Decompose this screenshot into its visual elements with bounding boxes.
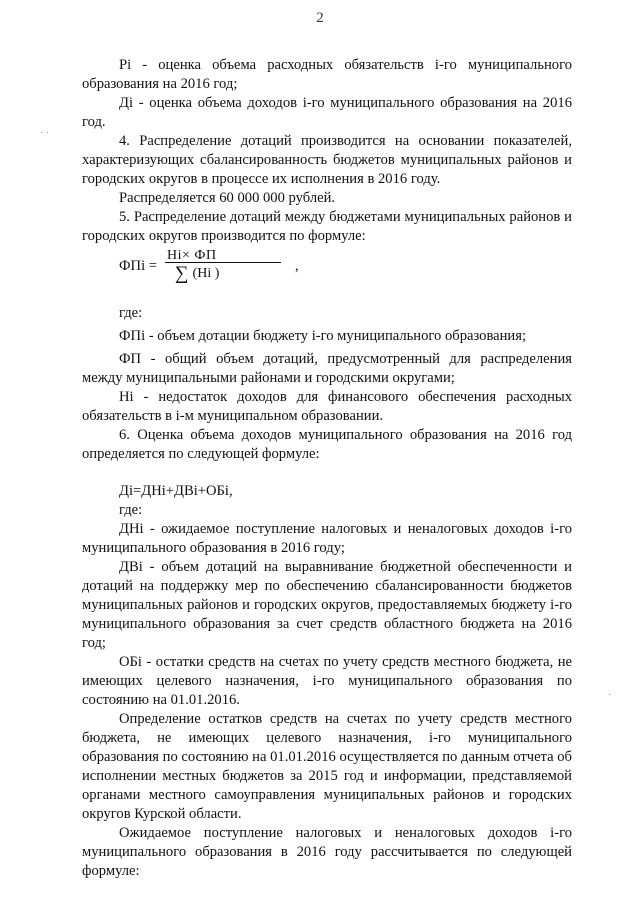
definition-pi: Pi - оценка объема расходных обязательств i-го муниципального образования на 2016 год;: [82, 57, 572, 92]
formula-numerator: Hi× ФП: [167, 248, 217, 263]
expected-revenue-intro: Ожидаемое поступление налоговых и неналоговых доходов i-го муниципального образования в 2016 году рассчитывается по следующей формуле:: [82, 825, 572, 879]
where-label-2: где:: [119, 502, 143, 518]
definition-dn: ДНi - ожидаемое поступление налоговых и неналоговых доходов i-го муниципального образования в 2016 году;: [82, 521, 572, 556]
balances-determination: Определение остатков средств на счетах по учету средств местного бюджета, не имеющих целевого назначения, i-го муниципального образования по состоянию на 01.01.2016 осуществляется по данным отчета об исполнении местных бюджетов за 2015 год и информации, представляемой органами местного самоуправления муниципальных районов и городских округов Курской области.: [82, 711, 572, 822]
formula-d: Дi=ДНi+ДВi+ОБi,: [119, 483, 233, 499]
clause-5: 5. Распределение дотаций между бюджетами муниципальных районов и городских округов производится по формуле:: [82, 209, 572, 244]
definition-fp: ФП - общий объем дотаций, предусмотренный для распределения между муниципальными районами и городскими округами;: [82, 351, 572, 386]
sum-symbol: ∑: [175, 263, 189, 284]
formula-denominator: [175, 264, 219, 283]
clause-4: 4. Распределение дотаций производится на основании показателей, характеризующих сбалансированность бюджетов муниципальных районов и городских округов в процессе их исполнения в 2016 году.: [82, 133, 572, 187]
definition-hi: Hi - недостаток доходов для финансового обеспечения расходных обязательств в i-м муниципальном образовании.: [82, 389, 572, 424]
page-number: 2: [316, 10, 324, 26]
clause-6: 6. Оценка объема доходов муниципального образования на 2016 год определяется по следующей формуле:: [82, 427, 572, 462]
definition-ob: ОБi - остатки средств на счетах по учету средств местного бюджета, не имеющих целевого назначения, i-го муниципального образования по состоянию на 01.01.2016.: [82, 654, 572, 708]
scan-speck: ·: [608, 690, 612, 701]
scan-speck: · ·: [40, 128, 50, 139]
distribution-amount: Распределяется 60 000 000 рублей.: [119, 190, 336, 206]
document-body: [82, 56, 572, 881]
definition-di: Дi - оценка объема доходов i-го муниципального образования на 2016 год.: [82, 95, 572, 130]
definition-fpi: ФПi - объем дотации бюджету i-го муниципального образования;: [119, 328, 527, 344]
denominator-term: (Hi ): [192, 266, 220, 281]
formula-comma: ,: [295, 258, 299, 274]
formula-lhs: ФПi =: [119, 258, 158, 274]
where-label-1: где:: [119, 305, 143, 321]
formula-fp: [119, 248, 572, 286]
definition-dv: ДВi - объем дотаций на выравнивание бюджетной обеспеченности и дотаций на поддержку мер по обеспечению сбалансированности бюджетов муниципальных районов и городских округов, предоставляемых бюджету i-го муниципального образования за счет средств областного бюджета на 2016 год;: [82, 559, 572, 651]
